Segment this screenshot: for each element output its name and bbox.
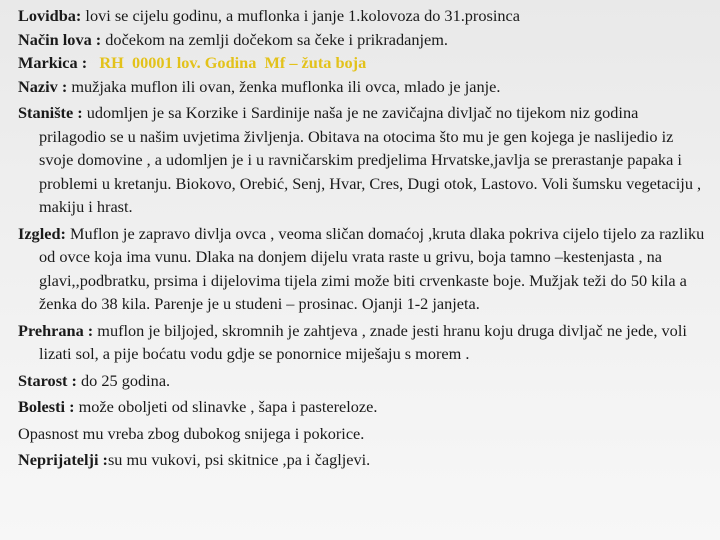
text-prehrana: muflon je biljojed, skromnih je zahtjeva , znade jesti hranu koju druga divljač ne jede, voli lizati sol, a pije boćatu vodu gdje se ponornice miješaju s morem . [39,320,687,363]
text-naziv: mužjaka muflon ili ovan, ženka muflonka ili ovca, mlado je janje. [67,76,501,96]
paragraph-starost [18,369,708,393]
label-prehrana: Prehrana : [18,320,94,340]
paragraph-nacin-lova [18,28,708,52]
label-neprijatelji: Neprijatelji : [18,450,108,469]
label-naziv: Naziv : [18,76,68,96]
text-opasnost: Opasnost mu vreba zbog dubokog snijega i pokorice. [18,423,365,443]
label-izgled: Izgled: [18,223,66,243]
paragraph-opasnost [18,422,708,446]
text-body [18,4,708,472]
label-markica: Markica : [18,53,88,72]
text-starost: do 25 godina. [76,370,171,390]
paragraph-prehrana [18,319,708,366]
label-nacin-lova: Način lova : [18,29,102,49]
paragraph-neprijatelji [18,448,708,472]
text-markica-highlight: RH 00001 lov. Godina Mf – žuta boja [87,53,367,72]
text-lovidba: lovi se cijelu godinu, a muflonka i janje 1.kolovoza do 31.prosinca [81,6,520,25]
text-bolesti: može oboljeti od slinavke , šapa i pastereloze. [74,397,378,416]
paragraph-markica [18,51,708,75]
label-starost: Starost : [18,370,77,390]
label-lovidba: Lovidba: [18,6,82,25]
text-staniste: udomljen je sa Korzike i Sardinije naša je ne zavičajna divljač no tijekom niz godina prilagodio se u našim uvjetima življenja. Obitava na otocima što mu je gen kojega je naslijedio iz svoje domovine , a udomljen je i u ravničarskim predjelima Hrvatske,javlja se prerastanje papaka i problemi u kretanju. Biokovo, Orebić, Senj, Hvar, Cres, Dugi otok, Lastovo. Voli šumsku vegetaciju , makiju i hrast. [39,103,702,216]
text-neprijatelji: su mu vukovi, psi skitnice ,pa i čagljevi. [107,450,371,469]
paragraph-naziv [18,75,708,99]
label-bolesti: Bolesti : [18,397,75,416]
paragraph-izgled [18,222,708,316]
text-nacin-lova: dočekom na zemlji dočekom sa čeke i prikradanjem. [101,29,448,49]
paragraph-bolesti [18,395,708,419]
paragraph-staniste [18,101,708,219]
paragraph-lovidba [18,4,708,28]
label-staniste: Stanište : [18,103,83,122]
text-izgled: Muflon je zapravo divlja ovca , veoma sličan domaćoj ,kruta dlaka pokriva cijelo tijelo za razliku od ovce koja ima vunu. Dlaka na donjem dijelu vrata raste u grivu, boja tamno –kestenjasta , na glavi,,podbratku, prsima i dijelovima tijela zimi može biti crvenkaste boje. Mužjak teži do 50 kila a ženka do 38 kila. Parenje je u studeni – prosinac. Ojanji 1-2 janjeta. [39,223,705,313]
